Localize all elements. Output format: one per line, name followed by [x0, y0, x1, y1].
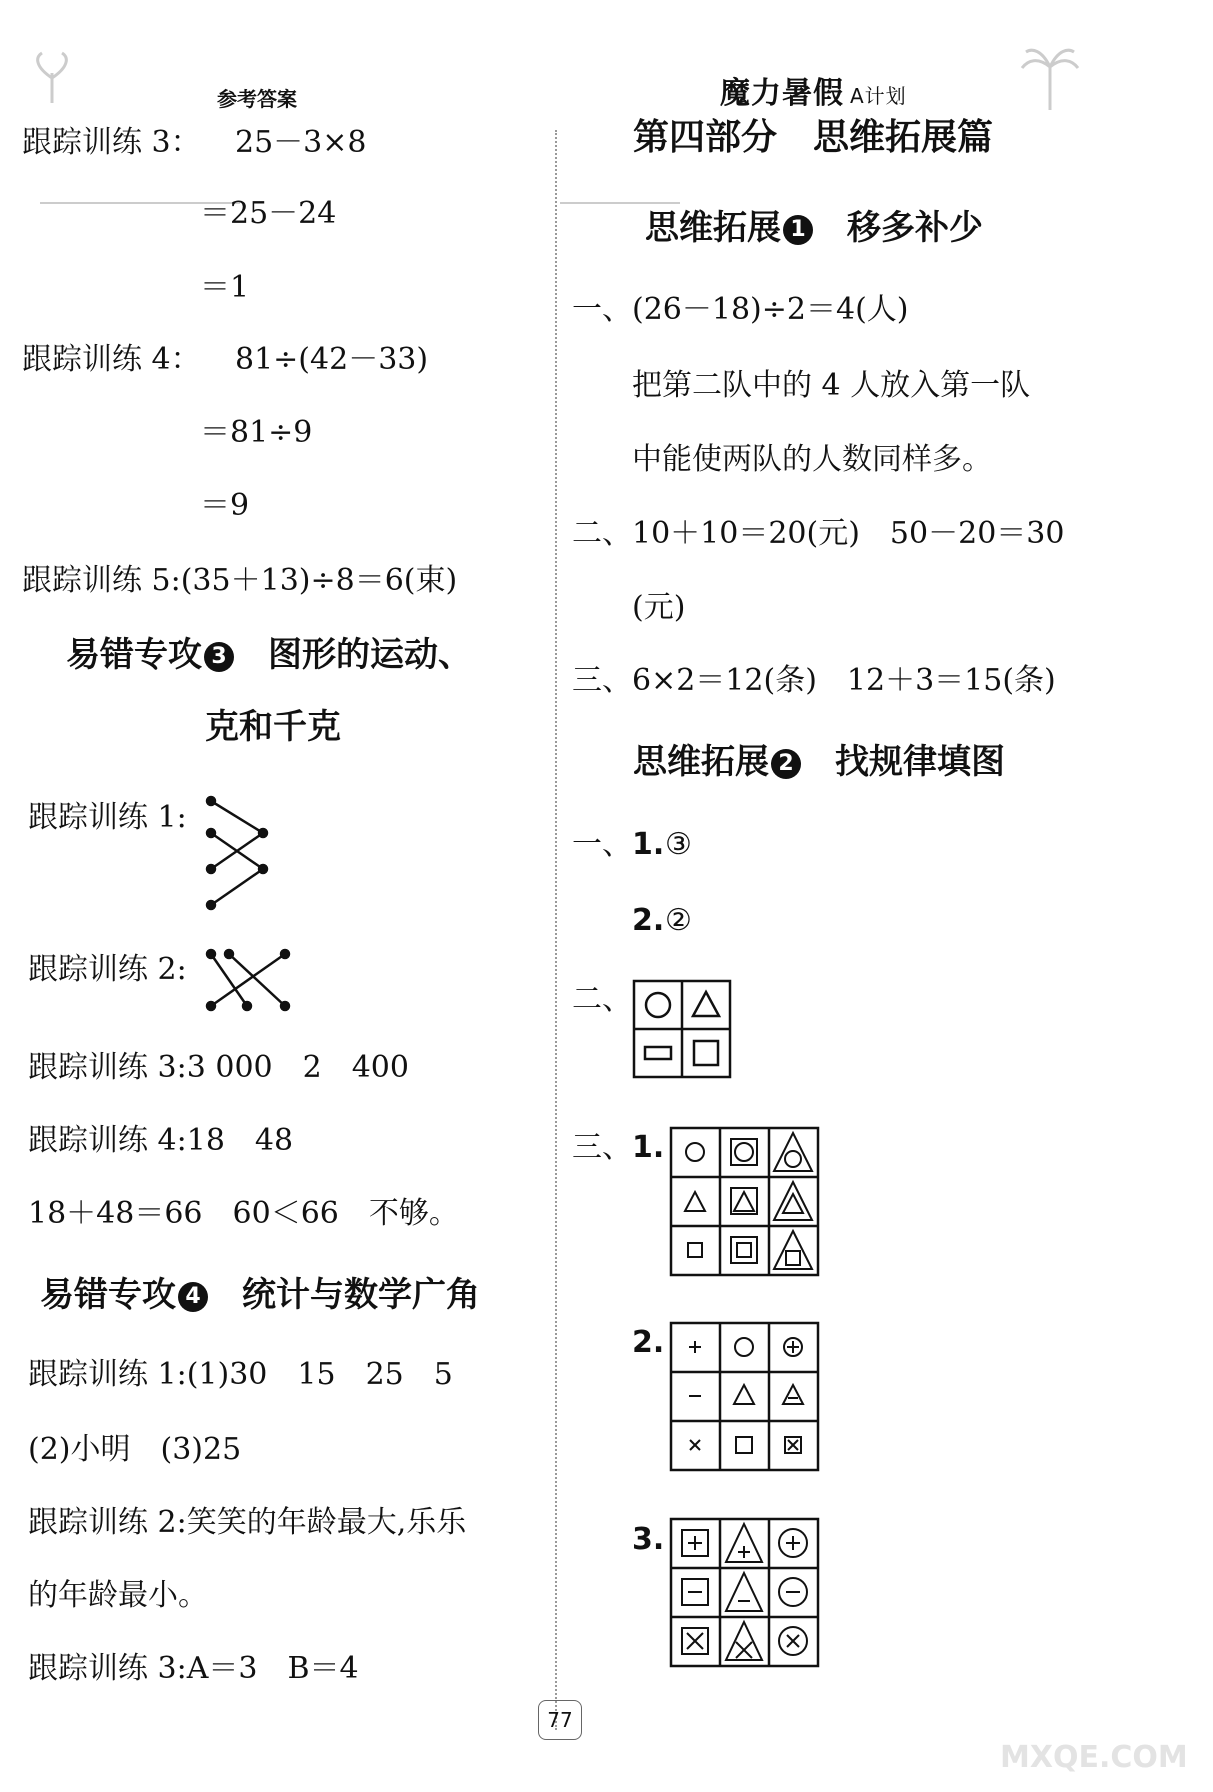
ext2-c3-number: 3.: [632, 1522, 665, 1557]
ext1-number-badge: 1: [783, 215, 813, 245]
section3-title-label: 易错专攻: [66, 635, 202, 675]
header-rule-right: [560, 202, 680, 204]
ext1-q1-line3: 中能使两队的人数同样多。: [632, 442, 992, 477]
part-title: 第四部分 思维拓展篇: [633, 117, 994, 158]
ext2-a2-answer: ②: [665, 903, 692, 938]
pattern-grid-c2: [670, 1322, 820, 1472]
ext2-a-prefix: 一、: [572, 827, 632, 862]
brand-name: 魔力暑假: [720, 76, 844, 111]
s3-track2: 跟踪训练 2:: [28, 952, 187, 987]
track3-label: 跟踪训练 3：: [22, 125, 201, 160]
ext2-c2-number: 2.: [632, 1325, 665, 1360]
pattern-grid-c3: [670, 1518, 820, 1668]
ext2-b-prefix: 二、: [572, 982, 632, 1017]
section4-title: [40, 1275, 480, 1315]
section3-title-line2: 克和千克: [205, 707, 341, 747]
ext2-a2-number: 2.: [632, 903, 665, 938]
page-number: 77: [538, 1700, 582, 1740]
track4-line3: ＝9: [200, 488, 250, 523]
track3-line3: ＝1: [200, 270, 250, 305]
ext2-title: [633, 742, 1005, 782]
ext2-c-prefix: 三、: [572, 1130, 632, 1165]
s3-track3: 跟踪训练 3:3 000 2 400: [28, 1050, 409, 1085]
palm-tree-icon: [1020, 42, 1080, 112]
s4-track1: 跟踪训练 1:(1)30 15 25 5: [28, 1357, 453, 1392]
track5: 跟踪训练 5:(35＋13)÷8＝6(束): [22, 563, 458, 598]
track3-line1: 25－3×8: [235, 125, 367, 160]
ext2-a1-number: 1.: [632, 827, 665, 862]
ext1-q2: 二、10＋10＝20(元) 50－20＝30: [572, 516, 1065, 551]
ext2-title-rest: 找规律填图: [835, 742, 1005, 782]
pattern-grid-2x2: [633, 980, 733, 1080]
section4-title-rest: 统计与数学广角: [242, 1275, 480, 1315]
section4-number-badge: 4: [178, 1282, 208, 1312]
s3-track1: 跟踪训练 1:: [28, 800, 187, 835]
track4-label: 跟踪训练 4：: [22, 342, 201, 377]
ext1-title-label: 思维拓展: [645, 208, 781, 248]
ext2-c1-number: 1.: [632, 1130, 665, 1165]
pattern-grid-c1: [670, 1127, 820, 1277]
s3-track4: 跟踪训练 4:18 48: [28, 1123, 294, 1158]
s3-track4-line2: 18＋48＝66 60＜66 不够。: [28, 1196, 459, 1231]
ext1-q1: 一、(26－18)÷2＝4(人): [572, 292, 909, 327]
track4-line2: ＝81÷9: [200, 415, 313, 450]
ext1-title-rest: 移多补少: [847, 208, 983, 248]
s4-track2-line2: 的年龄最小。: [28, 1578, 208, 1613]
column-divider: [555, 130, 557, 1730]
s4-track2: 跟踪训练 2:笑笑的年龄最大,乐乐: [28, 1505, 467, 1540]
section4-title-label: 易错专攻: [40, 1275, 176, 1315]
track4-line1: 81÷(42－33): [235, 342, 429, 377]
watermark: MXQE.COM: [1000, 1740, 1188, 1775]
ext1-q1-line2: 把第二队中的 4 人放入第一队: [632, 368, 1031, 403]
matching-diagram-2: [205, 948, 315, 1018]
brand-suffix: A计划: [850, 84, 907, 108]
ext2-a1-answer: ③: [665, 827, 692, 862]
matching-diagram-1: [205, 795, 305, 925]
section3-number-badge: 3: [204, 642, 234, 672]
ext2-number-badge: 2: [771, 749, 801, 779]
ext1-q3: 三、6×2＝12(条) 12＋3＝15(条): [572, 663, 1056, 698]
ext1-q2-line2: (元): [632, 590, 686, 625]
s4-track1-line2: (2)小明 (3)25: [28, 1432, 242, 1467]
brand-logo: [720, 68, 907, 112]
ext2-title-label: 思维拓展: [633, 742, 769, 782]
decoration-sprout-icon: [22, 48, 82, 108]
s4-track3: 跟踪训练 3:A＝3 B＝4: [28, 1651, 359, 1686]
section3-title-rest: 图形的运动、: [268, 635, 472, 675]
ext1-title: [645, 208, 983, 248]
track3-line2: ＝25－24: [200, 196, 337, 231]
section3-title: [66, 635, 472, 675]
header-title: 参考答案: [217, 87, 297, 111]
